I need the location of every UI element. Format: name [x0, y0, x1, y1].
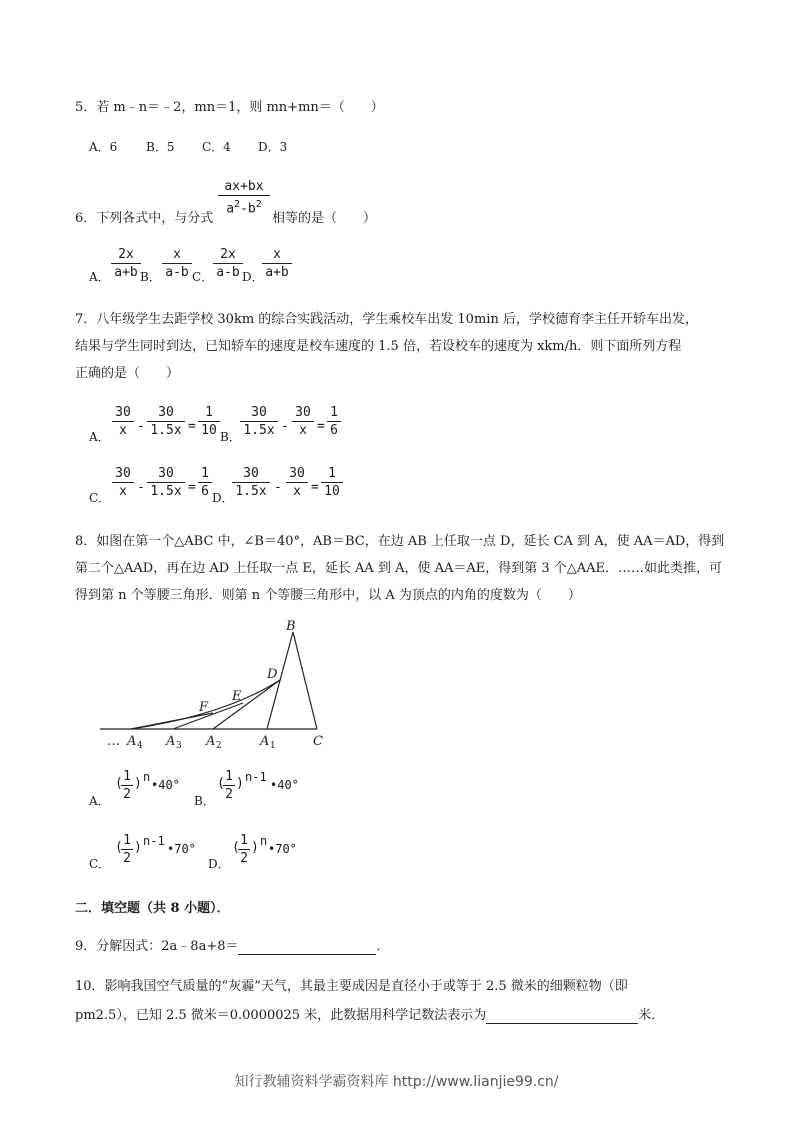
q7-d-frac3	[321, 465, 343, 500]
q8-d-exp: n	[260, 834, 268, 848]
q8-b-half	[223, 768, 235, 803]
q9-stem	[75, 935, 390, 955]
label-e: E	[232, 689, 242, 704]
q8-option-c-label: C．	[89, 857, 111, 871]
q7-a-frac1-den: x	[119, 423, 127, 438]
q7-b-equals: =	[317, 419, 325, 434]
q8-a-half-den: 2	[123, 787, 131, 802]
label-a4: A	[127, 734, 137, 749]
q6-option-d-num: x	[262, 246, 292, 264]
q5-option-d: D．3	[258, 140, 288, 154]
q7-b-frac3	[327, 404, 341, 439]
q8-a-tail: •40°	[151, 778, 180, 792]
label-b: B	[286, 620, 296, 634]
q6-den-minus: -	[240, 201, 248, 217]
q7-option-d-label: D．	[212, 491, 234, 505]
q8-option-b-label: B．	[194, 794, 215, 808]
q7-option-c-label: C．	[89, 491, 111, 505]
q7-b-frac2-num: 30	[292, 404, 314, 422]
label-a2: A	[206, 734, 216, 749]
q8-a-half	[121, 768, 133, 803]
q6-option-b-num: x	[162, 246, 192, 264]
label-f: F	[199, 700, 209, 715]
q7-d-frac2	[286, 465, 308, 500]
q6-given-fraction	[218, 178, 270, 217]
q10-line2-pre: pm2.5），已知 2.5 微米＝0.0000025 米，此数据用科学记数法表示为	[75, 1008, 487, 1023]
q8-d-half-den: 2	[240, 851, 248, 866]
q7-a-frac2-den: 1.5x	[150, 423, 182, 438]
q8-option-d-label: D．	[208, 857, 230, 871]
q7-c-frac3	[198, 465, 212, 500]
label-a3-sub: 3	[176, 741, 182, 751]
q8-d-rparen: )	[251, 840, 259, 855]
q7-b-frac2	[292, 404, 314, 439]
q7-b-frac2-den: x	[299, 423, 307, 438]
q6-option-b-label: B．	[140, 270, 161, 284]
q6-option-b-den: a-b	[165, 265, 189, 280]
q8-d-half	[238, 832, 250, 867]
q7-d-frac2-num: 30	[286, 465, 308, 483]
label-a2-sub: 2	[216, 741, 222, 751]
label-c: C	[313, 734, 323, 749]
q8-a-rparen: )	[134, 776, 142, 791]
q7-b-frac1-num: 30	[240, 404, 278, 422]
q7-c-frac1-num: 30	[112, 465, 134, 483]
q6-option-a-label: A．	[89, 270, 110, 284]
q10-line1: 10．影响我国空气质量的“灰霾”天气，其最主要成因是直径小于或等于 2.5 微米的细颗粒物（即	[75, 979, 628, 994]
q7-c-frac1	[112, 465, 134, 500]
q8-b-half-den: 2	[225, 787, 233, 802]
q7-b-frac3-den: 6	[330, 423, 338, 438]
q7-d-equals: =	[311, 480, 319, 495]
q8-line3: 得到第 n 个等腰三角形．则第 n 个等腰三角形中，以 A 为顶点的内角的度数为（ ）	[75, 588, 581, 603]
q9-stem-post: ．	[376, 939, 390, 954]
q6-option-a-den: a+b	[114, 265, 138, 280]
q7-a-frac3	[198, 404, 220, 439]
q7-c-equals: =	[188, 480, 196, 495]
q6-option-c-den: a-b	[216, 265, 240, 280]
q7-a-frac3-num: 1	[198, 404, 220, 422]
label-d: D	[267, 667, 278, 682]
q7-a-minus: -	[137, 419, 145, 434]
q5-option-c: C．4	[202, 140, 231, 154]
q6-option-a-num: 2x	[111, 246, 141, 264]
q7-c-frac3-num: 1	[198, 465, 212, 483]
q10-answer-blank[interactable]	[486, 1008, 638, 1024]
q9-stem-pre: 9．分解因式：2a﹣8a+8＝	[75, 939, 239, 954]
q5-stem: 5．若 m﹣n＝﹣2，mn＝1，则 mn+mn＝（ ）	[75, 100, 384, 115]
q8-d-lparen: (	[232, 840, 240, 855]
q7-d-frac1-den: 1.5x	[235, 484, 267, 499]
q6-den-exp1: 2	[234, 199, 241, 210]
q8-d-half-num: 1	[238, 832, 250, 850]
q8-d-tail: •70°	[268, 842, 297, 856]
q6-den-exp2: 2	[255, 199, 262, 210]
q8-triangle-figure	[95, 620, 345, 755]
q7-a-frac1-num: 30	[112, 404, 134, 422]
q6-den-b: b	[247, 201, 256, 217]
segment-da2	[213, 680, 280, 729]
q9-answer-blank[interactable]	[238, 939, 376, 955]
q7-d-frac1-num: 30	[232, 465, 270, 483]
q5-option-b: B．5	[146, 140, 175, 154]
q8-a-lparen: (	[115, 776, 123, 791]
q6-option-d-label: D．	[242, 270, 264, 284]
q6-given-numerator: ax+bx	[218, 178, 270, 196]
q6-option-c-fraction	[213, 246, 243, 281]
q7-d-frac1	[232, 465, 270, 500]
q7-c-frac1-den: x	[119, 484, 127, 499]
q7-c-frac2	[147, 465, 185, 500]
q7-d-minus: -	[274, 480, 282, 495]
q10-line2-post: 米．	[638, 1008, 665, 1023]
label-a4-sub: 4	[137, 741, 143, 751]
q7-b-minus: -	[281, 419, 289, 434]
q6-option-d-den: a+b	[265, 265, 289, 280]
q8-c-half-num: 1	[121, 832, 133, 850]
q7-c-minus: -	[137, 480, 145, 495]
q8-option-a-label: A．	[89, 794, 110, 808]
q8-a-half-num: 1	[121, 768, 133, 786]
q6-option-b-fraction	[162, 246, 192, 281]
q8-b-tail: •40°	[270, 778, 299, 792]
q7-a-frac2	[147, 404, 185, 439]
q7-option-a-label: A．	[89, 430, 110, 444]
footer-watermark: 知行教辅资料学霸资料库 http://www.lianjie99.cn/	[234, 1074, 559, 1090]
q7-line1: 7．八年级学生去距学校 30km 的综合实践活动，学生乘校车出发 10min 后，学校德育李主任开轿车出发，	[75, 312, 698, 327]
q7-c-frac2-den: 1.5x	[150, 484, 182, 499]
label-a1: A	[260, 734, 270, 749]
q7-line3: 正确的是（ ）	[75, 366, 180, 381]
q7-line2: 结果与学生同时到达，已知轿车的速度是校车速度的 1.5 倍，若设校车的速度为 xkm/h．则下面所列方程	[75, 339, 682, 354]
q7-c-frac3-den: 6	[201, 484, 209, 499]
q8-c-exp: n-1	[143, 834, 165, 848]
q8-b-half-num: 1	[223, 768, 235, 786]
q8-line1: 8．如图在第一个△ABC 中，∠B＝40°，AB＝BC，在边 AB 上任取一点 D，延长 CA 到 A，使 AA＝AD，得到	[75, 534, 725, 549]
q6-den-a: a	[226, 201, 235, 217]
q7-a-frac3-den: 10	[201, 423, 217, 438]
label-dots: …	[107, 734, 120, 749]
q5-option-a: A．6	[89, 140, 118, 154]
q8-a-exp: n	[143, 770, 151, 784]
q7-d-frac2-den: x	[293, 484, 301, 499]
q7-b-frac1	[240, 404, 278, 439]
q7-a-frac1	[112, 404, 134, 439]
q7-d-frac3-num: 1	[321, 465, 343, 483]
q7-b-frac1-den: 1.5x	[243, 423, 275, 438]
q7-d-frac3-den: 10	[324, 484, 340, 499]
q7-a-equals: =	[188, 419, 196, 434]
q8-c-half-den: 2	[123, 851, 131, 866]
q8-c-lparen: (	[115, 840, 123, 855]
q8-b-exp: n-1	[245, 770, 267, 784]
q6-option-a-fraction	[111, 246, 141, 281]
label-a3: A	[166, 734, 176, 749]
q8-c-half	[121, 832, 133, 867]
q8-c-rparen: )	[134, 840, 142, 855]
q8-b-rparen: )	[236, 776, 244, 791]
label-a1-sub: 1	[270, 741, 276, 751]
q6-stem-post: 相等的是（ ）	[272, 211, 377, 226]
q7-a-frac2-num: 30	[147, 404, 185, 422]
q6-given-denominator	[218, 196, 270, 217]
q6-stem-pre: 6．下列各式中，与分式	[75, 211, 214, 226]
section-fill-in-heading: 二．填空题（共 8 小题）．	[75, 901, 230, 916]
q7-option-b-label: B．	[220, 430, 241, 444]
segment-bc	[293, 632, 317, 729]
q7-b-frac3-num: 1	[327, 404, 341, 422]
q7-c-frac2-num: 30	[147, 465, 185, 483]
q6-option-c-label: C．	[192, 270, 214, 284]
q6-option-c-num: 2x	[213, 246, 243, 264]
q8-c-tail: •70°	[167, 842, 196, 856]
q6-option-d-fraction	[262, 246, 292, 281]
q10-line2	[75, 1004, 664, 1024]
q8-line2: 第二个△AAD，再在边 AD 上任取一点 E，延长 AA 到 A，使 AA＝AE，得到第 3 个△AAE．……如此类推，可	[75, 561, 723, 576]
q8-b-lparen: (	[217, 776, 225, 791]
